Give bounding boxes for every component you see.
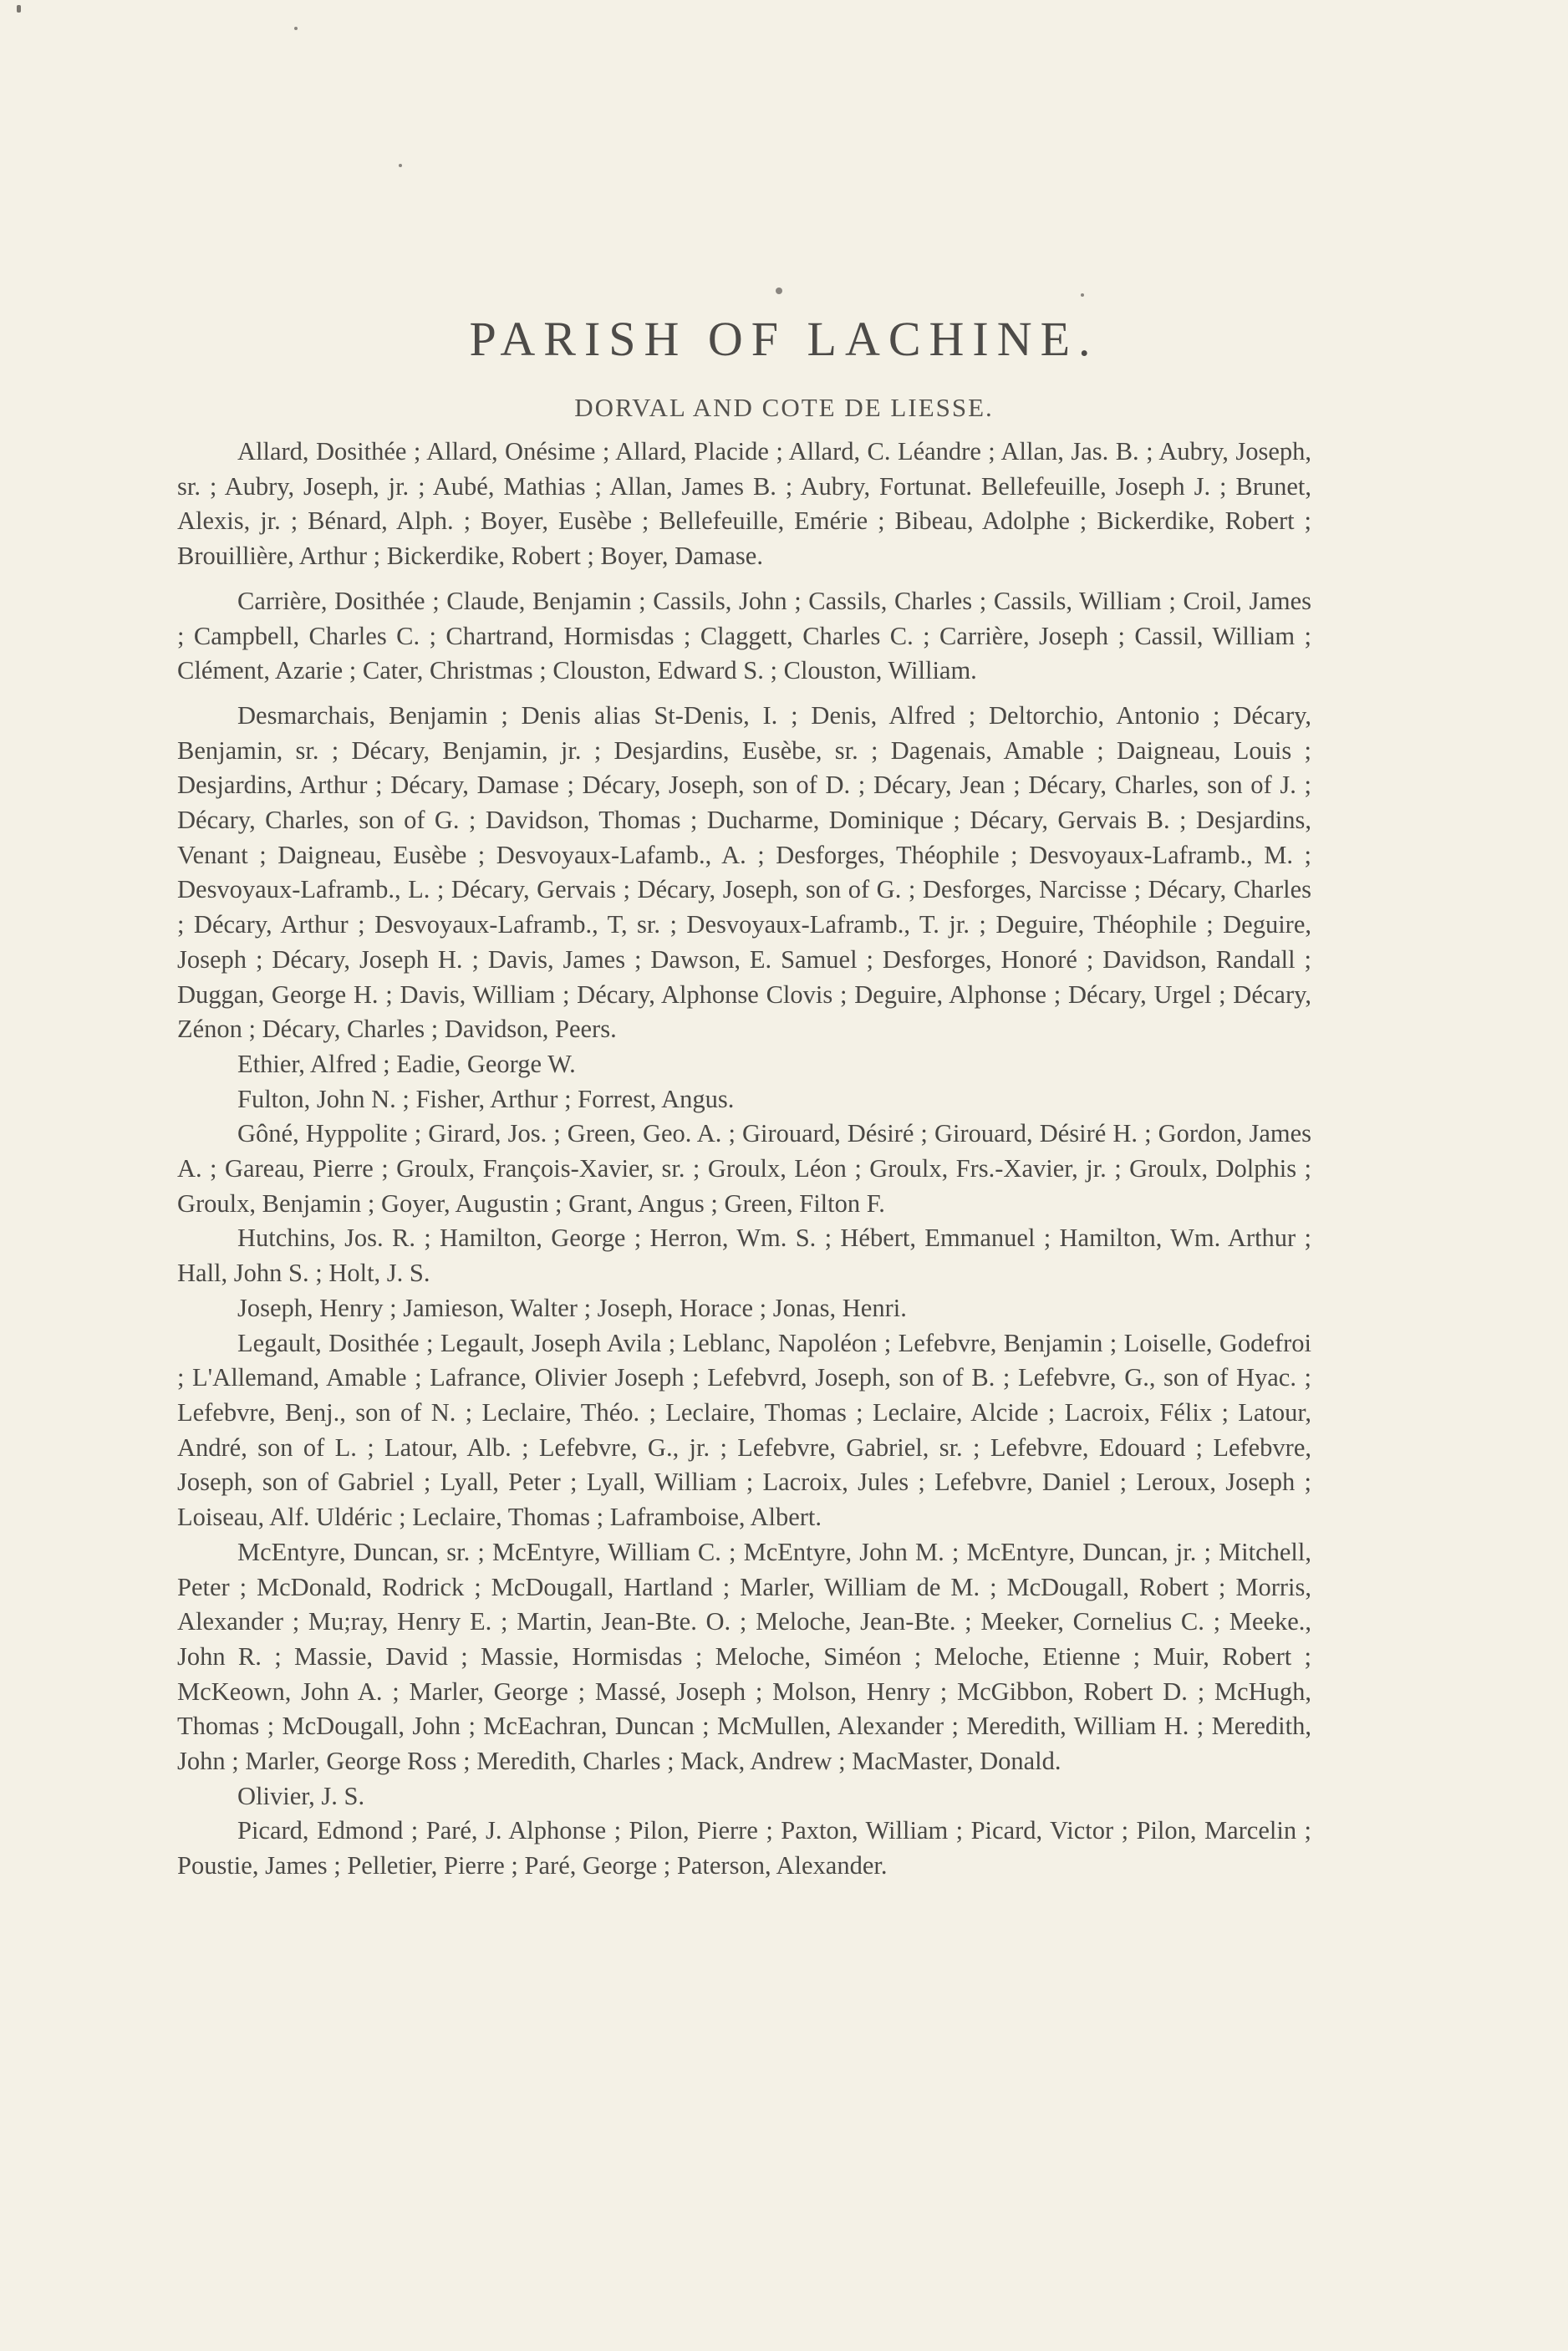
paragraph-e: Ethier, Alfred ; Eadie, George W. — [237, 1049, 576, 1078]
paragraph-a: Allard, Dosithée ; Allard, Onésime ; Allard, Placide ; Allard, C. Léandre ; Allan, Jas. B. ; Aubry, Joseph, sr. ; Aubry, Joseph, jr. ; Aubé, Mathias ; Allan, James B. ; Aubry, Fortunat. Bellefeuille, Joseph J. ; Brunet, Alexis, jr. ; Bénard, Alph. ; Boyer, Eusèbe ; Bellefeuille, Emérie ; Bibeau, Adolphe ; Bickerdike, Robert ; Brouillière, Arthur ; Bickerdike, Robert ; Boyer, Damase. — [177, 437, 1311, 571]
paragraph-j: Joseph, Henry ; Jamieson, Walter ; Joseph, Horace ; Jonas, Henri. — [237, 1293, 907, 1322]
speck-mark — [1081, 293, 1084, 297]
paragraph-d: Desmarchais, Benjamin ; Denis alias St-Denis, I. ; Denis, Alfred ; Deltorchio, Antonio ; Décary, Benjamin, sr. ; Décary, Benjamin, jr. ; Desjardins, Eusèbe, sr. ; Dagenais, Amable ; Daigneau, Louis ; Desjardins, Arthur ; Décary, Damase ; Décary, Joseph, son of D. ; Décary, Jean ; Décary, Charles, son of J. ; Décary, Charles, son of G. ; Davidson, Thomas ; Ducharme, Dominique ; Décary, Gervais B. ; Desjardins, Venant ; Daigneau, Eusèbe ; Desvoyaux-Lafamb., A. ; Desforges, Théophile ; Desvoyaux-Laframb., M. ; Desvoyaux-Laframb., L. ; Décary, Gervais ; Décary, Joseph, son of G. ; Desforges, Narcisse ; Décary, Charles ; Décary, Arthur ; Desvoyaux-Laframb., T, sr. ; Desvoyaux-Laframb., T. jr. ; Deguire, Théophile ; Deguire, Joseph ; Décary, Joseph H. ; Davis, James ; Dawson, E. Samuel ; Desforges, Honoré ; Davidson, Randall ; Duggan, George H. ; Davis, William ; Décary, Alphonse Clovis ; Deguire, Alphonse ; Décary, Urgel ; Décary, Zénon ; Décary, Charles ; Davidson, Peers. — [177, 700, 1311, 1044]
speck-mark — [17, 5, 21, 13]
paragraph-c: Carrière, Dosithée ; Claude, Benjamin ; Cassils, John ; Cassils, Charles ; Cassils, William ; Croil, James ; Campbell, Charles C. ; Chartrand, Hormisdas ; Claggett, Charles C. ; Carrière, Joseph ; Cassil, William ; Clément, Azarie ; Cater, Christmas ; Clouston, Edward S. ; Clouston, William. — [177, 586, 1311, 685]
paragraph-l: Legault, Dosithée ; Legault, Joseph Avila ; Leblanc, Napoléon ; Lefebvre, Benjamin ; Loiselle, Godefroi ; L'Allemand, Amable ; Lafrance, Olivier Joseph ; Lefebvrd, Joseph, son of B. ; Lefebvre, G., son of Hyac. ; Lefebvre, Benj., son of N. ; Leclaire, Théo. ; Leclaire, Thomas ; Leclaire, Alcide ; Lacroix, Félix ; Latour, André, son of L. ; Latour, Alb. ; Lefebvre, G., jr. ; Lefebvre, Gabriel, sr. ; Lefebvre, Edouard ; Lefebvre, Joseph, son of Gabriel ; Lyall, Peter ; Lyall, William ; Lacroix, Jules ; Lefebvre, Daniel ; Leroux, Joseph ; Loiseau, Alf. Uldéric ; Leclaire, Thomas ; Laframboise, Albert. — [177, 1328, 1311, 1532]
name-list — [177, 435, 1311, 1884]
paragraph-h: Hutchins, Jos. R. ; Hamilton, George ; Herron, Wm. S. ; Hébert, Emmanuel ; Hamilton, Wm. Arthur ; Hall, John S. ; Holt, J. S. — [177, 1224, 1311, 1288]
paragraph-p: Picard, Edmond ; Paré, J. Alphonse ; Pilon, Pierre ; Paxton, William ; Picard, Victor ; Pilon, Marcelin ; Poustie, James ; Pelletier, Pierre ; Paré, George ; Paterson, Alexander. — [177, 1816, 1311, 1880]
speck-mark — [399, 164, 402, 167]
speck-mark — [776, 288, 782, 294]
page-title: PARISH OF LACHINE. — [469, 312, 1099, 366]
paragraph-m: McEntyre, Duncan, sr. ; McEntyre, William C. ; McEntyre, John M. ; McEntyre, Duncan, jr. ; Mitchell, Peter ; McDonald, Rodrick ; McDougall, Hartland ; Marler, William de M. ; McDougall, Robert ; Morris, Alexander ; Mu;ray, Henry E. ; Martin, Jean-Bte. O. ; Meloche, Jean-Bte. ; Meeker, Cornelius C. ; Meeke., John R. ; Massie, David ; Massie, Hormisdas ; Meloche, Siméon ; Meloche, Etienne ; Muir, Robert ; McKeown, John A. ; Marler, George ; Massé, Joseph ; Molson, Henry ; McGibbon, Robert D. ; McHugh, Thomas ; McDougall, John ; McEachran, Duncan ; McMullen, Alexander ; Meredith, William H. ; Meredith, John ; Marler, George Ross ; Meredith, Charles ; Mack, Andrew ; MacMaster, Donald. — [177, 1537, 1311, 1776]
paragraph-f: Fulton, John N. ; Fisher, Arthur ; Forrest, Angus. — [237, 1084, 735, 1113]
paragraph-o: Olivier, J. S. — [237, 1781, 365, 1810]
speck-mark — [294, 27, 298, 30]
paragraph-g: Gôné, Hyppolite ; Girard, Jos. ; Green, Geo. A. ; Girouard, Désiré ; Girouard, Désiré H. ; Gordon, James A. ; Gareau, Pierre ; Groulx, François-Xavier, sr. ; Groulx, Léon ; Groulx, Frs.-Xavier, jr. ; Groulx, Dolphis ; Groulx, Benjamin ; Goyer, Augustin ; Grant, Angus ; Green, Filton F. — [177, 1119, 1311, 1218]
page-subtitle: DORVAL AND COTE DE LIESSE. — [574, 393, 994, 422]
